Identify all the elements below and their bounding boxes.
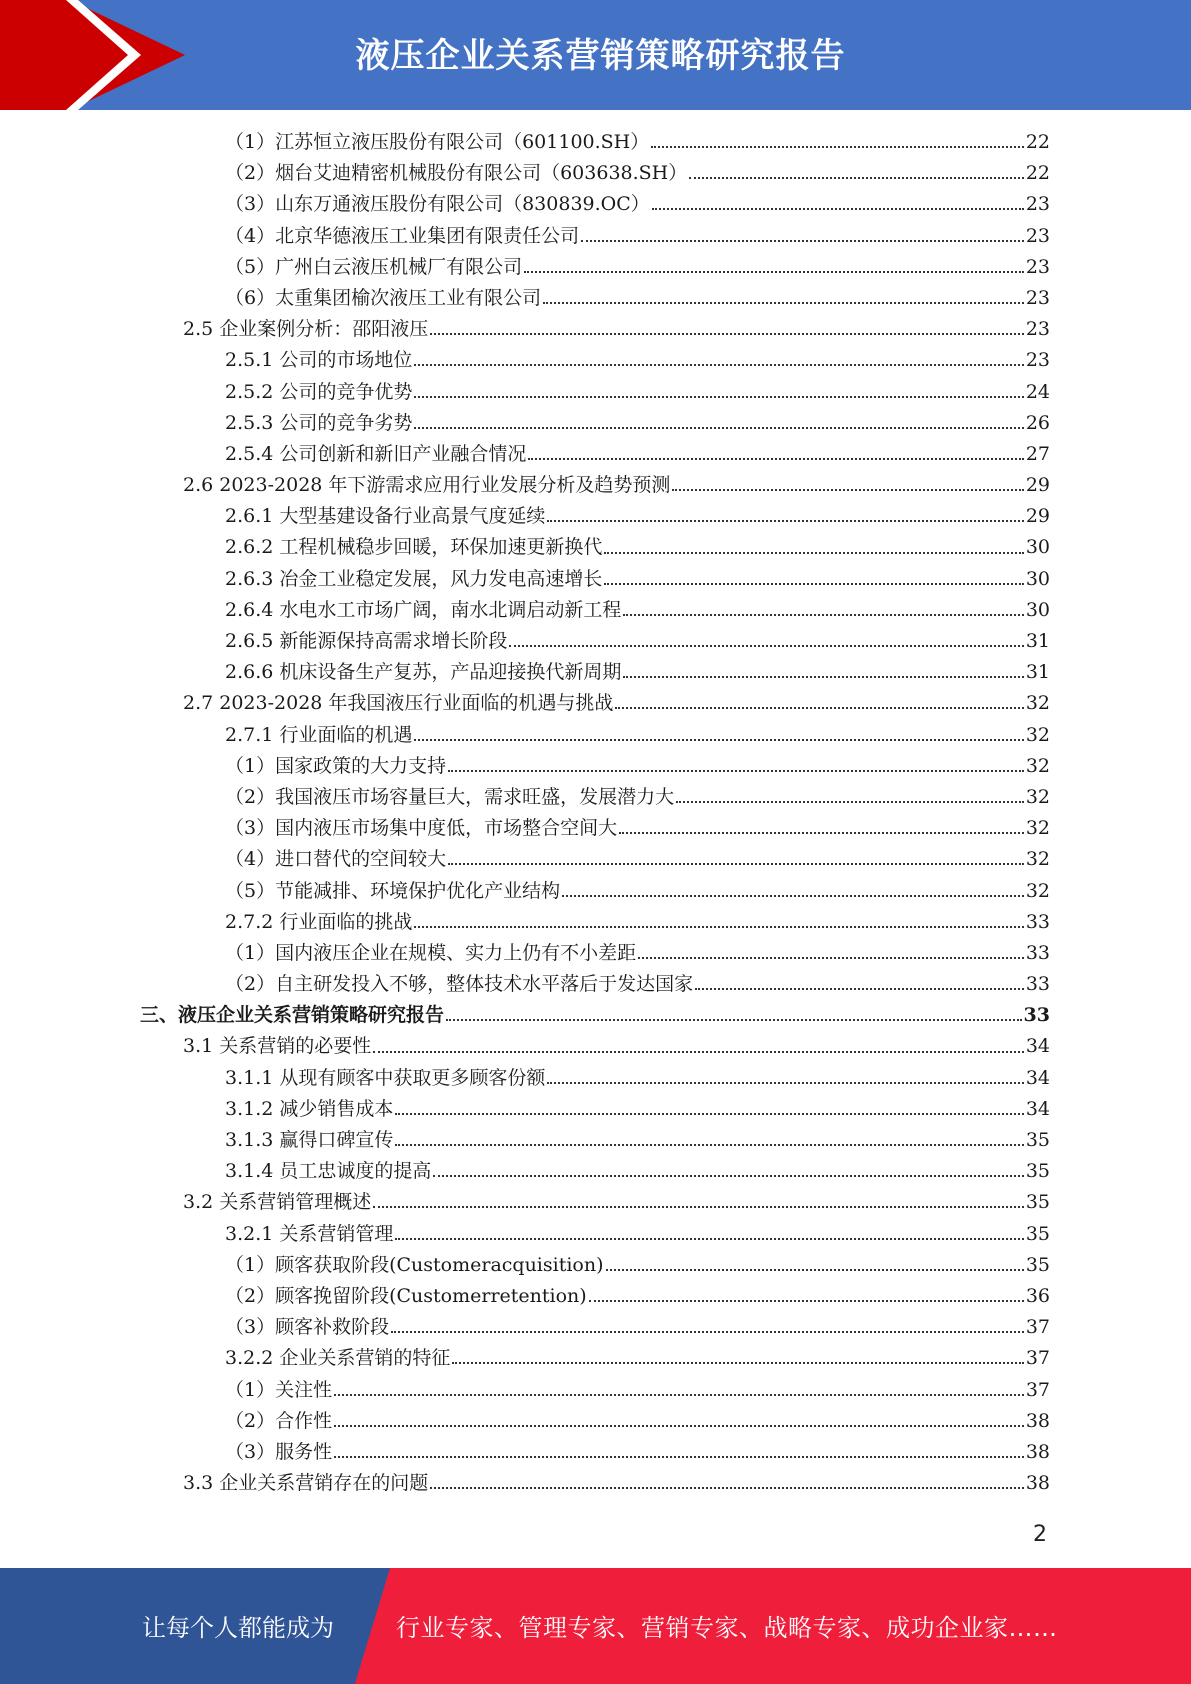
table-of-contents — [140, 127, 1050, 1499]
toc-leader-dots — [414, 427, 1023, 429]
toc-leader-dots — [395, 1144, 1023, 1146]
toc-leader-dots — [623, 676, 1023, 678]
toc-entry-page: 37 — [1025, 1316, 1050, 1339]
toc-leader-dots — [619, 832, 1024, 834]
toc-entry-label: 2.7.2 行业面临的挑战 — [225, 910, 413, 933]
toc-entry-label: 2.5.3 公司的竞争劣势 — [225, 411, 413, 434]
toc-leader-dots — [672, 489, 1023, 491]
toc-entry-page: 27 — [1025, 442, 1050, 465]
toc-entry[interactable] — [140, 532, 1050, 563]
toc-entry-page: 32 — [1025, 692, 1050, 715]
toc-entry[interactable] — [140, 626, 1050, 657]
toc-leader-dots — [414, 926, 1023, 928]
toc-entry-label: （1）国家政策的大力支持 — [225, 754, 447, 777]
toc-leader-dots — [373, 1206, 1024, 1208]
toc-leader-dots — [334, 1456, 1024, 1458]
toc-entry[interactable] — [140, 813, 1050, 844]
toc-entry-label: 2.6.2 工程机械稳步回暖，环保加速更新换代 — [225, 536, 603, 559]
toc-entry-label: 三、液压企业关系营销策略研究报告 — [140, 1004, 445, 1027]
toc-entry-page: 23 — [1025, 286, 1050, 309]
toc-entry-page: 34 — [1025, 1066, 1050, 1089]
toc-entry-page: 32 — [1025, 848, 1050, 871]
toc-entry-label: （5）广州白云液压机械厂有限公司 — [225, 255, 523, 278]
toc-leader-dots — [528, 458, 1023, 460]
toc-leader-dots — [373, 1051, 1024, 1053]
toc-entry-page: 32 — [1025, 785, 1050, 808]
toc-entry-label: （1）顾客获取阶段(Customeracquisition) — [225, 1253, 604, 1276]
toc-entry[interactable] — [140, 1343, 1050, 1374]
toc-entry-page: 32 — [1025, 879, 1050, 902]
toc-entry-label: （2）自主研发投入不够，整体技术水平落后于发达国家 — [225, 973, 694, 996]
toc-entry-label: 2.5 企业案例分析：邵阳液压 — [183, 318, 429, 341]
toc-entry-label: （4）进口替代的空间较大 — [225, 848, 447, 871]
toc-leader-dots — [448, 863, 1024, 865]
toc-entry-page: 35 — [1025, 1191, 1050, 1214]
toc-entry-label: （6）太重集团榆次液压工业有限公司 — [225, 286, 542, 309]
toc-entry-label: （3）国内液压市场集中度低，市场整合空间大 — [225, 817, 618, 840]
toc-leader-dots — [446, 1019, 1022, 1021]
toc-entry-label: 2.6.6 机床设备生产复苏，产品迎接换代新周期 — [225, 661, 622, 684]
toc-leader-dots — [695, 988, 1024, 990]
toc-entry-page: 33 — [1023, 1004, 1050, 1027]
toc-entry-page: 33 — [1025, 973, 1050, 996]
toc-entry[interactable] — [140, 844, 1050, 875]
toc-leader-dots — [604, 552, 1023, 554]
toc-entry-label: （1）江苏恒立液压股份有限公司（601100.SH） — [225, 131, 650, 153]
toc-entry-label: （2）烟台艾迪精密机械股份有限公司（603638.SH） — [225, 162, 688, 185]
toc-entry[interactable] — [140, 1156, 1050, 1187]
toc-entry[interactable] — [140, 1125, 1050, 1156]
toc-entry-page: 33 — [1025, 941, 1050, 964]
toc-entry-label: （4）北京华德液压工业集团有限责任公司 — [225, 224, 580, 247]
toc-entry-label: 3.2.1 关系营销管理 — [225, 1222, 394, 1245]
toc-entry-page: 23 — [1025, 349, 1050, 372]
toc-leader-dots — [414, 364, 1023, 366]
toc-entry[interactable] — [140, 907, 1050, 938]
toc-entry[interactable] — [140, 720, 1050, 751]
toc-entry-page: 32 — [1025, 754, 1050, 777]
toc-entry-page: 30 — [1025, 598, 1050, 621]
toc-leader-dots — [433, 1175, 1023, 1177]
toc-entry-page: 38 — [1025, 1472, 1050, 1495]
toc-leader-dots — [651, 146, 1024, 148]
toc-entry-label: 3.1.2 减少销售成本 — [225, 1097, 394, 1120]
toc-leader-dots — [334, 1394, 1024, 1396]
toc-leader-dots — [547, 1082, 1023, 1084]
toc-entry[interactable] — [140, 1406, 1050, 1437]
toc-entry-page: 29 — [1025, 505, 1050, 528]
toc-leader-dots — [676, 801, 1024, 803]
toc-entry-page: 29 — [1025, 474, 1050, 497]
toc-entry-label: 2.5.1 公司的市场地位 — [225, 349, 413, 372]
toc-entry[interactable] — [140, 127, 1050, 158]
toc-entry[interactable] — [140, 377, 1050, 408]
toc-entry[interactable] — [140, 1312, 1050, 1343]
toc-entry[interactable] — [140, 564, 1050, 595]
toc-entry-page: 31 — [1025, 661, 1050, 684]
toc-entry-label: 3.3 企业关系营销存在的问题 — [183, 1472, 429, 1495]
toc-entry[interactable] — [140, 221, 1050, 252]
toc-entry-label: 2.6.4 水电水工市场广阔，南水北调启动新工程 — [225, 598, 622, 621]
toc-entry[interactable] — [140, 189, 1050, 220]
toc-entry-page: 24 — [1025, 380, 1050, 403]
toc-entry-label: （2）我国液压市场容量巨大，需求旺盛，发展潜力大 — [225, 785, 675, 808]
toc-entry-page: 37 — [1025, 1347, 1050, 1370]
toc-entry[interactable] — [140, 1094, 1050, 1125]
toc-leader-dots — [430, 333, 1024, 335]
toc-entry[interactable] — [140, 1000, 1050, 1031]
toc-entry-label: 3.1.3 赢得口碑宣传 — [225, 1129, 394, 1151]
toc-entry-page: 23 — [1025, 255, 1050, 278]
toc-leader-dots — [689, 177, 1024, 179]
toc-entry-label: （3）服务性 — [225, 1440, 333, 1463]
toc-entry-label: （1）关注性 — [225, 1378, 333, 1401]
toc-entry-label: 2.6.1 大型基建设备行业高景气度延续 — [225, 505, 546, 528]
toc-entry[interactable] — [140, 439, 1050, 470]
toc-leader-dots — [452, 1362, 1023, 1364]
toc-entry[interactable] — [140, 969, 1050, 1000]
toc-entry-page: 26 — [1025, 411, 1050, 434]
page-number: 2 — [1033, 1522, 1047, 1547]
toc-entry-label: 2.7.1 行业面临的机遇 — [225, 723, 413, 746]
toc-entry-page: 34 — [1025, 1035, 1050, 1058]
toc-entry[interactable] — [140, 1375, 1050, 1406]
toc-entry-label: 3.2.2 企业关系营销的特征 — [225, 1347, 451, 1370]
toc-entry[interactable] — [140, 283, 1050, 314]
toc-leader-dots — [334, 1425, 1024, 1427]
toc-entry[interactable] — [140, 876, 1050, 907]
toc-entry-page: 35 — [1025, 1253, 1050, 1276]
toc-entry-label: （3）顾客补救阶段 — [225, 1316, 390, 1339]
toc-leader-dots — [395, 1113, 1023, 1115]
toc-entry[interactable] — [140, 1250, 1050, 1281]
toc-leader-dots — [623, 614, 1023, 616]
toc-leader-dots — [395, 1238, 1023, 1240]
toc-entry-page: 36 — [1025, 1284, 1050, 1307]
toc-entry-label: 3.1.4 员工忠诚度的提高 — [225, 1160, 432, 1183]
toc-leader-dots — [547, 520, 1023, 522]
toc-entry-page: 31 — [1025, 630, 1050, 652]
toc-entry-page: 32 — [1025, 817, 1050, 840]
toc-entry[interactable] — [140, 501, 1050, 532]
toc-entry-label: 3.1 关系营销的必要性 — [183, 1035, 372, 1058]
toc-entry[interactable] — [140, 470, 1050, 501]
page-footer — [0, 1568, 1191, 1684]
toc-leader-dots — [615, 707, 1023, 709]
page-title: 液压企业关系营销策略研究报告 — [355, 36, 846, 76]
toc-entry-page: 23 — [1025, 318, 1050, 341]
toc-entry-label: 3.2 关系营销管理概述 — [183, 1191, 372, 1214]
toc-entry-label: 3.1.1 从现有顾客中获取更多顾客份额 — [225, 1066, 546, 1089]
toc-entry-page: 32 — [1025, 723, 1050, 746]
toc-leader-dots — [543, 302, 1024, 304]
toc-entry-page: 22 — [1025, 162, 1050, 185]
toc-entry[interactable] — [140, 595, 1050, 626]
toc-entry-page: 35 — [1025, 1160, 1050, 1183]
toc-leader-dots — [562, 895, 1024, 897]
toc-entry[interactable] — [140, 688, 1050, 719]
toc-entry[interactable] — [140, 657, 1050, 688]
toc-leader-dots — [448, 770, 1024, 772]
toc-entry-label: （5）节能减排、环境保护优化产业结构 — [225, 879, 561, 902]
toc-entry[interactable] — [140, 158, 1050, 189]
toc-leader-dots — [524, 271, 1024, 273]
toc-entry-page: 37 — [1025, 1378, 1050, 1401]
toc-entry[interactable] — [140, 1219, 1050, 1250]
toc-entry-label: 2.7 2023-2028 年我国液压行业面临的机遇与挑战 — [183, 692, 614, 715]
toc-entry[interactable] — [140, 252, 1050, 283]
toc-entry[interactable] — [140, 1063, 1050, 1094]
toc-leader-dots — [604, 583, 1023, 585]
page-header — [0, 0, 1191, 110]
toc-entry-page: 30 — [1025, 567, 1050, 590]
toc-leader-dots — [652, 208, 1024, 210]
toc-entry[interactable] — [140, 1437, 1050, 1468]
toc-leader-dots — [581, 240, 1024, 242]
toc-entry[interactable] — [140, 938, 1050, 969]
toc-leader-dots — [589, 1300, 1024, 1302]
toc-leader-dots — [430, 1487, 1024, 1489]
toc-leader-dots — [414, 739, 1023, 741]
toc-entry-page: 30 — [1025, 536, 1050, 559]
toc-entry[interactable] — [140, 751, 1050, 782]
footer-slogan-right: 行业专家、管理专家、营销专家、战略专家、成功企业家…… — [396, 1614, 1058, 1642]
footer-slogan-left: 让每个人都能成为 — [142, 1614, 334, 1642]
toc-entry-page: 35 — [1025, 1222, 1050, 1245]
toc-entry-label: 2.6.5 新能源保持高需求增长阶段 — [225, 630, 508, 652]
toc-entry-page: 33 — [1025, 910, 1050, 933]
toc-entry-page: 38 — [1025, 1409, 1050, 1432]
toc-entry-label: （3）山东万通液压股份有限公司（830839.OC） — [225, 193, 650, 216]
toc-entry-label: 2.6 2023-2028 年下游需求应用行业发展分析及趋势预测 — [183, 474, 671, 497]
toc-entry-page: 23 — [1025, 224, 1050, 247]
toc-entry-label: 2.5.2 公司的竞争优势 — [225, 380, 413, 403]
toc-entry-label: 2.6.3 冶金工业稳定发展，风力发电高速增长 — [225, 567, 603, 590]
toc-entry-page: 38 — [1025, 1440, 1050, 1463]
toc-leader-dots — [509, 645, 1023, 647]
toc-leader-dots — [606, 1269, 1024, 1271]
toc-entry[interactable] — [140, 1031, 1050, 1062]
toc-entry[interactable] — [140, 314, 1050, 345]
toc-entry[interactable] — [140, 1468, 1050, 1499]
toc-entry-page: 35 — [1025, 1129, 1050, 1151]
toc-entry[interactable] — [140, 345, 1050, 376]
toc-entry-label: （1）国内液压企业在规模、实力上仍有不小差距 — [225, 941, 637, 964]
toc-entry[interactable] — [140, 408, 1050, 439]
toc-leader-dots — [638, 957, 1024, 959]
toc-entry[interactable] — [140, 782, 1050, 813]
toc-entry[interactable] — [140, 1281, 1050, 1312]
toc-entry-label: （2）合作性 — [225, 1409, 333, 1432]
toc-entry-label: 2.5.4 公司创新和新旧产业融合情况 — [225, 442, 527, 465]
toc-entry-page: 34 — [1025, 1097, 1050, 1120]
toc-leader-dots — [414, 396, 1023, 398]
toc-entry-page: 22 — [1025, 131, 1050, 153]
toc-entry-page: 23 — [1025, 193, 1050, 216]
toc-entry[interactable] — [140, 1187, 1050, 1218]
toc-leader-dots — [391, 1331, 1024, 1333]
toc-entry-label: （2）顾客挽留阶段(Customerretention) — [225, 1284, 587, 1307]
